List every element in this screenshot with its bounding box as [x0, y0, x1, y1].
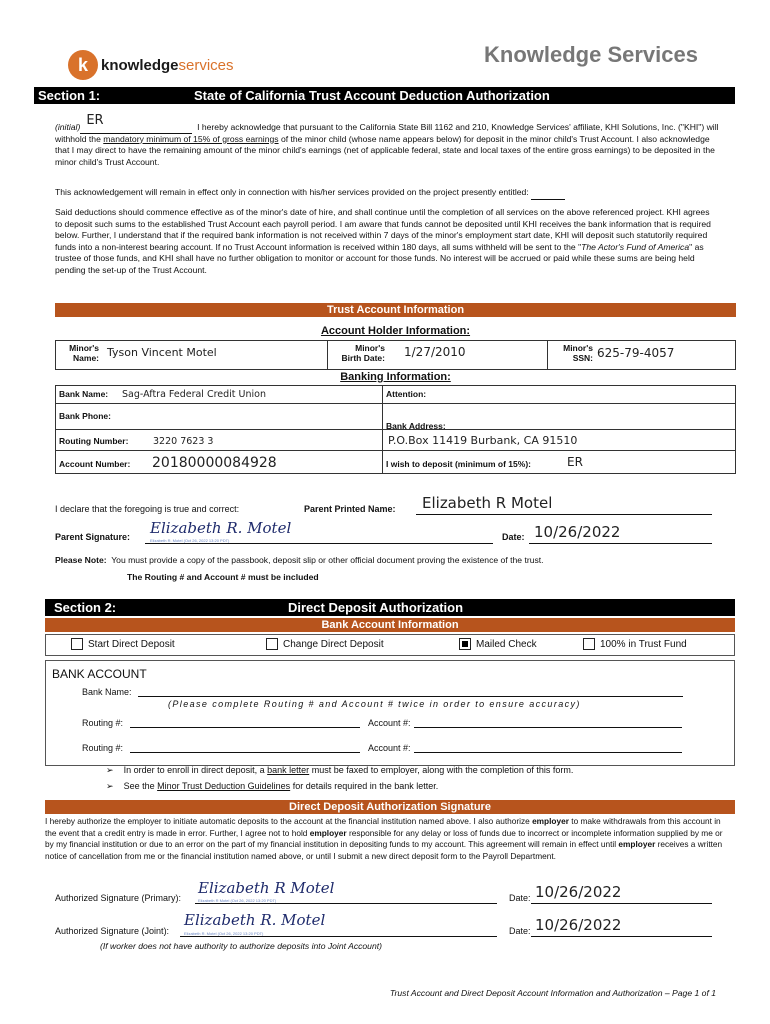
section2-bar [45, 599, 735, 616]
bank-address-value[interactable]: P.O.Box 11419 Burbank, CA 91510 [388, 434, 578, 447]
trust-fund-checkbox[interactable] [583, 638, 595, 650]
banking-header: Banking Information: [340, 371, 451, 383]
mailed-check-checkbox[interactable] [459, 638, 471, 650]
minor-name-value[interactable]: Tyson Vincent Motel [107, 346, 217, 359]
section2-label: Section 2: [54, 600, 117, 615]
primary-signature-label: Authorized Signature (Primary): [55, 893, 182, 903]
routing-account-note: The Routing # and Account # must be included [127, 572, 319, 582]
ack-underlined: mandatory minimum of 15% of gross earnings [103, 133, 279, 144]
logo-brand-1: knowledge [101, 56, 179, 74]
parent-signature-meta: Elizabeth R. Motel (Oct 26, 2022 13:20 PDT) [150, 538, 230, 543]
bank-letter-link[interactable]: bank letter [267, 765, 310, 775]
start-direct-deposit-checkbox[interactable] [71, 638, 83, 650]
deductions-text-2: " as trustee of those funds, and KHI shall have no further obligation to monitor or account for those funds. No interest will be accrued or paid while these sums are being held pending the set-up of the Trust Account. [55, 241, 704, 275]
dd-authorization-paragraph: I hereby authorize the employer to initiate automatic deposits to the account at the financial institution named above. I also authorize employer to make withdrawals from this account in the event that a credit entry is made in error. Further, I agree not to hold employer responsible for any delay or loss of funds due to incorrect or incomplete information supplied by me or by my financial institution or due to an error on the part of my financial institution in depositing funds to my account. This agreement will remain in effect until employer receives a written notice of cancellation from me or the financial institution named above, or until I submit a new direct deposit form to the Payroll Department. [45, 816, 723, 861]
dd-account-label-2: Account #: [368, 743, 411, 753]
section1-label: Section 1: [38, 88, 101, 103]
birth-date-label: Minor's Birth Date: [341, 343, 385, 363]
bank-address-label: Bank Address: [386, 421, 446, 431]
please-note-text: You must provide a copy of the passbook, deposit slip or other official document proving the existence of the trust. [111, 555, 544, 565]
account-holder-header: Account Holder Information: [320, 325, 471, 337]
primary-signature-value[interactable]: Elizabeth R Motel [198, 879, 335, 897]
bank-account-info-header: Bank Account Information [45, 618, 735, 632]
printed-name-value[interactable]: Elizabeth R Motel [422, 494, 553, 512]
company-title: Knowledge Services [484, 42, 698, 67]
effect-paragraph [55, 187, 719, 200]
parent-date-label: Date: [502, 532, 525, 542]
account-number-value[interactable]: 20180000084928 [152, 455, 277, 471]
initial-field[interactable] [80, 112, 192, 134]
primary-date-line[interactable] [531, 903, 712, 904]
option-change-direct-deposit[interactable]: Change Direct Deposit [266, 638, 384, 650]
joint-date-line[interactable] [531, 936, 712, 937]
bank-name-value[interactable]: Sag-Aftra Federal Credit Union [122, 389, 266, 400]
declare-text: I declare that the foregoing is true and correct: [55, 504, 240, 514]
section1-title: State of California Trust Account Deduction Authorization [194, 88, 550, 103]
primary-signature-meta: Elizabeth R Motel (Oct 26, 2022 13:20 PDT) [198, 898, 277, 903]
bullet-bank-letter: ➢ In order to enroll in direct deposit, a bank letter must be faxed to employer, along with the completion of this form. [106, 765, 574, 775]
section2-title: Direct Deposit Authorization [288, 600, 464, 615]
parent-date-value[interactable]: 10/26/2022 [534, 523, 621, 541]
dd-account-label-1: Account #: [368, 718, 411, 728]
ack-text-2: of the minor child (whose name appears below) for deposit in the minor child's Trust Account. I also acknowledge that I may direct to have the remaining amount of the minor child's earnings (net of applicable federal, state and local taxes of the entire gross earnings) to be deposited in the minor child's Trust Account. [55, 133, 715, 167]
birth-date-value[interactable]: 1/27/2010 [404, 345, 466, 359]
dd-account-field-1[interactable] [414, 727, 682, 728]
trust-account-header: Trust Account Information [55, 303, 736, 317]
please-note-label: Please Note: [55, 555, 107, 565]
initial-label: (initial) [55, 122, 81, 132]
dd-account-field-2[interactable] [414, 752, 682, 753]
dd-bank-name-field[interactable] [138, 696, 683, 697]
dd-routing-label-1: Routing #: [82, 718, 124, 728]
joint-note: (If worker does not have authority to authorize deposits into Joint Account) [100, 941, 382, 951]
initial-value: ER [86, 112, 104, 128]
joint-signature-meta: Elizabeth R. Motel (Oct 26, 2022 13:20 PDT) [184, 931, 264, 936]
please-note [55, 555, 544, 565]
logo-brand-2: services [178, 56, 234, 74]
dd-routing-field-2[interactable] [130, 752, 360, 753]
effect-text: This acknowledgement will remain in effect only in connection with his/her services provided on the project presently entitled: [55, 187, 529, 197]
deductions-italic: The Actor's Fund of America [581, 241, 690, 252]
primary-date-value[interactable]: 10/26/2022 [535, 883, 622, 901]
ack-text-1: I hereby acknowledge that pursuant to the California State Bill 1162 and 210, Knowledge Services' affiliate, KHI Solutions, Inc. ("KHI") will withhold the [55, 122, 719, 144]
parent-signature-value[interactable]: Elizabeth R. Motel [150, 519, 292, 537]
deductions-paragraph [55, 207, 719, 277]
ssn-label: Minor's SSN: [563, 343, 593, 363]
primary-signature-line[interactable] [195, 903, 497, 904]
dd-bank-name-label: Bank Name: [82, 687, 132, 697]
option-mailed-check[interactable]: Mailed Check [459, 638, 537, 650]
routing-number-label: Routing Number: [59, 436, 129, 446]
dd-routing-field-1[interactable] [130, 727, 360, 728]
printed-name-line[interactable] [416, 514, 712, 515]
trust-account-table [55, 318, 736, 471]
dd-signature-header: Direct Deposit Authorization Signature [45, 800, 735, 814]
primary-date-label: Date: [509, 893, 531, 903]
bullet-guidelines: ➢ See the Minor Trust Deduction Guidelines for details required in the bank letter. [106, 781, 439, 791]
parent-signature-label: Parent Signature: [55, 532, 131, 542]
project-field[interactable] [531, 187, 565, 200]
printed-name-label: Parent Printed Name: [304, 504, 396, 514]
arrow-bullet-icon: ➢ [106, 765, 114, 775]
account-number-label: Account Number: [59, 459, 131, 469]
routing-number-value[interactable]: 3220 7623 3 [153, 436, 214, 447]
joint-signature-value[interactable]: Elizabeth R. Motel [184, 911, 326, 929]
page-footer: Trust Account and Direct Deposit Account Information and Authorization – Page 1 of 1 [389, 988, 716, 998]
parent-date-line[interactable] [529, 543, 712, 544]
dd-routing-label-2: Routing #: [82, 743, 124, 753]
acknowledgement-paragraph [55, 112, 719, 168]
bank-account-box [45, 660, 735, 766]
minor-name-label: Minor's Name: [69, 343, 99, 363]
section1-bar [34, 87, 735, 104]
guidelines-link[interactable]: Minor Trust Deduction Guidelines [157, 781, 291, 791]
bank-phone-label: Bank Phone: [59, 411, 111, 421]
logo-mark-icon: k [68, 50, 98, 80]
company-logo [68, 46, 258, 84]
deposit-options-box [45, 634, 735, 656]
bank-account-title: BANK ACCOUNT [52, 667, 147, 681]
attention-label: Attention: [386, 389, 427, 399]
change-direct-deposit-checkbox[interactable] [266, 638, 278, 650]
ssn-value[interactable]: 625-79-4057 [597, 346, 675, 360]
joint-date-label: Date: [509, 926, 531, 936]
arrow-bullet-icon: ➢ [106, 781, 114, 791]
bank-name-label: Bank Name: [59, 389, 109, 399]
deductions-text-1: Said deductions should commence effective as of the minor's date of hire, and shall continue until the completion of all services on the above referenced project. KHI agrees to deposit such sums to the established Trust Account each payroll period. I am aware that funds cannot be deposited until KHI receives the bank information that is required below. Further, I understand that if the required bank information is not received within 7 days of the minor's employment start date, KHI will deposit such statutorily required funds into a non-interest bearing account. If no Trust Account information is received within 180 days, all sums withheld will be sent to the " [55, 207, 711, 252]
deposit-percent-value[interactable]: ER [567, 455, 583, 469]
parent-signature-line[interactable] [145, 543, 493, 544]
option-start-direct-deposit[interactable]: Start Direct Deposit [71, 638, 175, 650]
joint-date-value[interactable]: 10/26/2022 [535, 916, 622, 934]
dd-instruction: (Please complete Routing # and Account # twice in order to ensure accuracy) [168, 699, 581, 709]
joint-signature-label: Authorized Signature (Joint): [55, 926, 170, 936]
deposit-percent-label: I wish to deposit (minimum of 15%): [386, 459, 531, 469]
option-trust-fund[interactable]: 100% in Trust Fund [583, 638, 687, 650]
joint-signature-line[interactable] [180, 936, 497, 937]
